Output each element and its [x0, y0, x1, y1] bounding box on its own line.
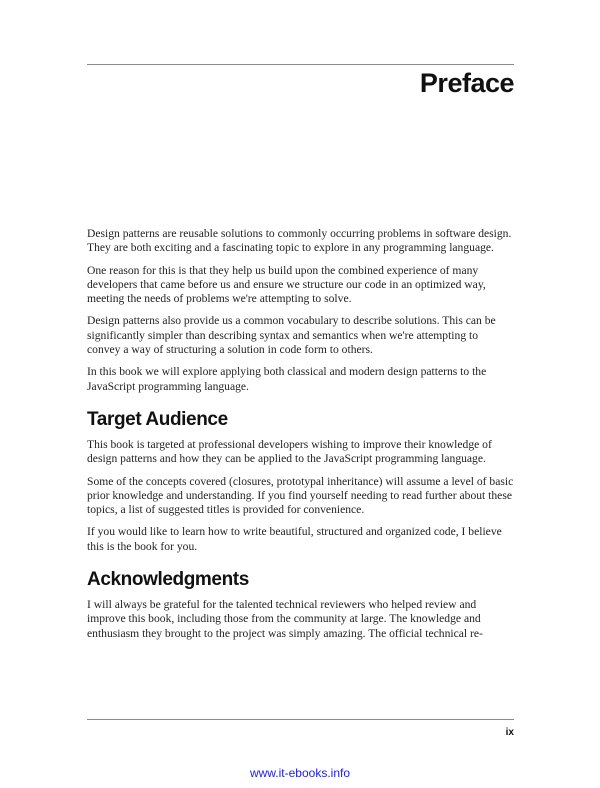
intro-paragraph: Design patterns are reusable solutions to commonly occurring problems in software design. They are both exciting and a fascinating topic to explore in any programming language.: [87, 227, 512, 255]
intro-paragraph: Design patterns also provide us a common vocabulary to describe solutions. This can be significantly simpler than describing syntax and semantics when we're attempting to convey a way of structuring a solution in code form to others.: [87, 314, 496, 357]
page-number: ix: [505, 727, 514, 738]
section-heading-acknowledgments: Acknowledgments: [87, 569, 249, 591]
section-paragraph: If you would like to learn how to write beautiful, structured and organized code, I believe this is the book for you.: [87, 525, 502, 553]
intro-paragraph: In this book we will explore applying both classical and modern design patterns to the JavaScript programming language.: [87, 365, 487, 393]
section-paragraph: This book is targeted at professional developers wishing to improve their knowledge of design patterns and how they can be applied to the JavaScript programming language.: [87, 437, 492, 466]
page-body: [87, 227, 514, 649]
section-heading-target-audience: Target Audience: [87, 408, 228, 430]
page-title: Preface: [419, 68, 514, 98]
intro-paragraph: One reason for this is that they help us build upon the combined experience of many developers that came before us and ensure we structure our code in an optimized way, meeting the needs of problems we're attempting to solve.: [87, 263, 486, 306]
footer-link[interactable]: www.it-ebooks.info: [249, 766, 351, 780]
section-paragraph: I will always be grateful for the talented technical reviewers who helped review and improve this book, including those from the community at large. The knowledge and enthusiasm they brought to the project was simply amazing. The official technical re-: [87, 598, 483, 640]
header-rule: [87, 64, 514, 65]
section-paragraph: Some of the concepts covered (closures, prototypal inheritance) will assume a level of basic prior knowledge and understanding. If you find yourself needing to read further about these topics, a list of suggested titles is provided for convenience.: [87, 474, 514, 517]
footer-rule: [87, 719, 514, 720]
